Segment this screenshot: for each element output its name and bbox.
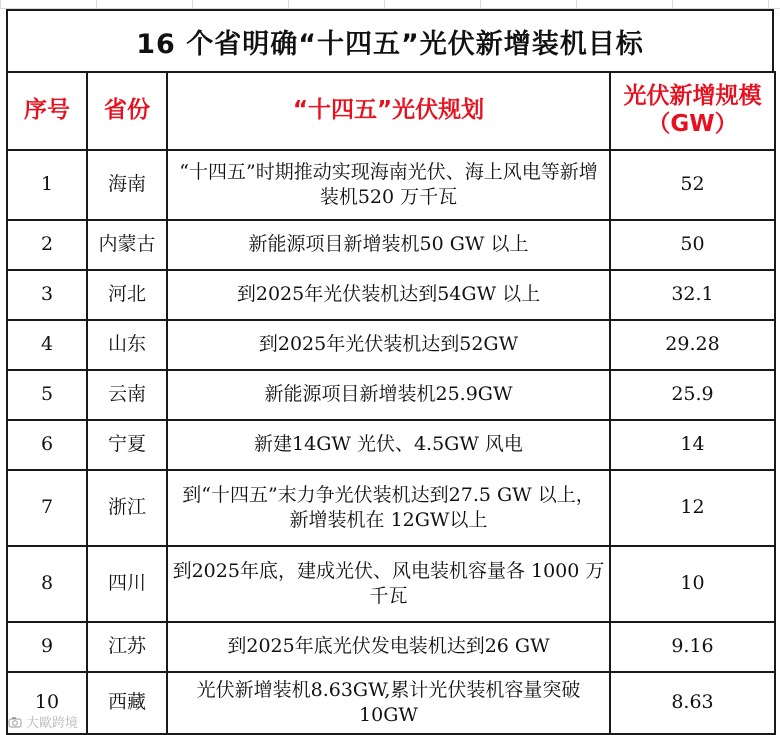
table-row xyxy=(7,672,775,734)
row-capacity: 29.28 xyxy=(610,320,775,370)
watermark-text: 大歐跨境 xyxy=(26,716,79,731)
row-province: 山东 xyxy=(87,320,167,370)
pv-target-table xyxy=(6,71,776,735)
row-province: 江苏 xyxy=(87,622,167,672)
row-plan: “十四五”时期推动实现海南光伏、海上风电等新增装机520 万千瓦 xyxy=(167,150,610,220)
row-plan: 到2025年底光伏发电装机达到26 GW xyxy=(167,622,610,672)
table-row xyxy=(7,420,775,470)
camera-icon xyxy=(8,716,22,728)
row-province: 海南 xyxy=(87,150,167,220)
row-index: 3 xyxy=(7,270,87,320)
table-row xyxy=(7,622,775,672)
row-plan: 新建14GW 光伏、4.5GW 风电 xyxy=(167,420,610,470)
table-row xyxy=(7,546,775,622)
table-row xyxy=(7,470,775,546)
row-plan: 到2025年光伏装机达到52GW xyxy=(167,320,610,370)
row-province: 内蒙古 xyxy=(87,220,167,270)
row-capacity: 10 xyxy=(610,546,775,622)
row-plan: 新能源项目新增装机50 GW 以上 xyxy=(167,220,610,270)
row-plan: 新能源项目新增装机25.9GW xyxy=(167,370,610,420)
spreadsheet-gridlines xyxy=(0,0,780,9)
row-plan: 到2025年底，建成光伏、风电装机容量各 1000 万千瓦 xyxy=(167,546,610,622)
header-capacity: 光伏新增规模（GW） xyxy=(610,72,775,150)
header-province: 省份 xyxy=(87,72,167,150)
row-capacity: 32.1 xyxy=(610,270,775,320)
row-index: 2 xyxy=(7,220,87,270)
header-row xyxy=(7,72,775,150)
row-capacity: 9.16 xyxy=(610,622,775,672)
table-row xyxy=(7,220,775,270)
row-index: 1 xyxy=(7,150,87,220)
row-province: 河北 xyxy=(87,270,167,320)
table-row xyxy=(7,370,775,420)
row-province: 宁夏 xyxy=(87,420,167,470)
row-plan: 光伏新增装机8.63GW,累计光伏装机容量突破10GW xyxy=(167,672,610,734)
row-index: 9 xyxy=(7,622,87,672)
row-plan: 到2025年光伏装机达到54GW 以上 xyxy=(167,270,610,320)
row-province: 云南 xyxy=(87,370,167,420)
header-index: 序号 xyxy=(7,72,87,150)
row-province: 西藏 xyxy=(87,672,167,734)
table-row xyxy=(7,150,775,220)
row-capacity: 12 xyxy=(610,470,775,546)
row-plan: 到“十四五”末力争光伏装机达到27.5 GW 以上， 新增装机在 12GW以上 xyxy=(167,470,610,546)
row-province: 四川 xyxy=(87,546,167,622)
header-plan: “十四五”光伏规划 xyxy=(167,72,610,150)
row-index: 7 xyxy=(7,470,87,546)
table-row xyxy=(7,270,775,320)
row-province: 浙江 xyxy=(87,470,167,546)
row-capacity: 8.63 xyxy=(610,672,775,734)
table-title: 16 个省明确“十四五”光伏新增装机目标 xyxy=(6,9,774,71)
row-capacity: 14 xyxy=(610,420,775,470)
row-capacity: 50 xyxy=(610,220,775,270)
row-index: 6 xyxy=(7,420,87,470)
row-capacity: 25.9 xyxy=(610,370,775,420)
table-row xyxy=(7,320,775,370)
row-index: 8 xyxy=(7,546,87,622)
row-index: 5 xyxy=(7,370,87,420)
row-capacity: 52 xyxy=(610,150,775,220)
row-index: 4 xyxy=(7,320,87,370)
row-index: 10 xyxy=(7,672,87,734)
watermark xyxy=(8,712,78,731)
